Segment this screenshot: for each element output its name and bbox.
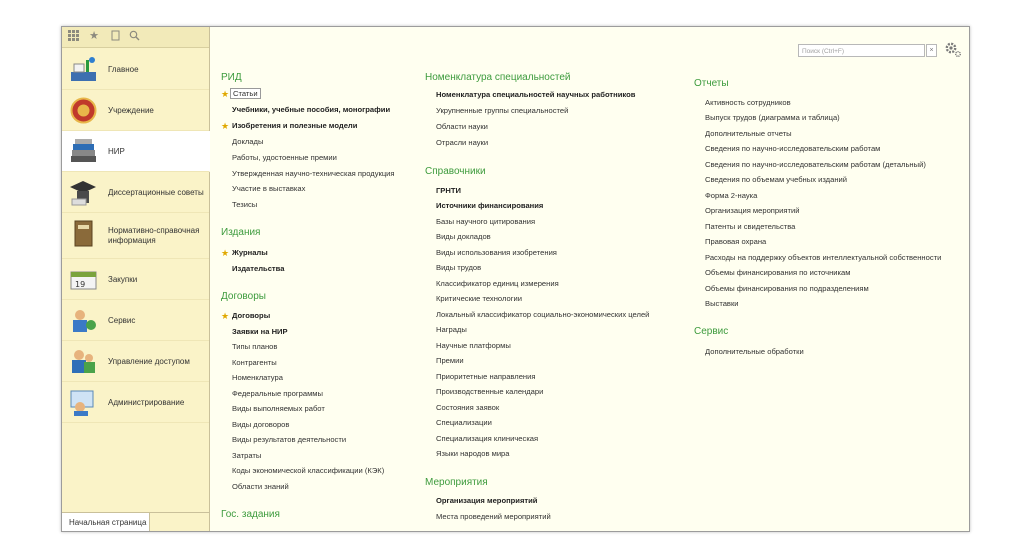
favorite-star-icon: ★ [221, 89, 230, 99]
gear-icon[interactable] [944, 41, 962, 59]
link-additional-processing[interactable]: Дополнительные обработки [705, 347, 804, 356]
sidebar-item-label: Учреждение [108, 105, 154, 115]
graduate-icon [68, 177, 99, 208]
link-exhibitions-report[interactable]: Выставки [705, 299, 739, 308]
link-works-output[interactable]: Выпуск трудов (диаграмма и таблица) [705, 113, 840, 122]
link-funding-sources[interactable]: Источники финансирования [436, 201, 544, 210]
main-panel [210, 27, 969, 531]
link-citation-bases[interactable]: Базы научного цитирования [436, 217, 536, 226]
link-work-types[interactable]: Виды выполняемых работ [232, 404, 325, 413]
link-invention-use[interactable]: Виды использования изобретения [436, 248, 557, 257]
link-kek-codes[interactable]: Коды экономической классификации (КЭК) [232, 466, 385, 475]
link-report-types[interactable]: Виды докладов [436, 232, 491, 241]
sidebar-item-access[interactable] [62, 341, 209, 382]
link-languages[interactable]: Языки народов мира [436, 449, 510, 458]
link-reports[interactable]: Доклады [232, 137, 264, 146]
reference-book-icon [68, 218, 99, 249]
sidebar-item-reference[interactable] [62, 213, 209, 259]
link-textbooks[interactable]: Учебники, учебные пособия, монографии [232, 105, 391, 114]
section-title-dogovory: Договоры [221, 291, 266, 302]
link-federal-programs[interactable]: Федеральные программы [232, 389, 323, 398]
link-knowledge-areas[interactable]: Области знаний [232, 482, 289, 491]
search-input[interactable]: Поиск (Ctrl+F) [798, 44, 925, 57]
link-clinical-specialization[interactable]: Специализация клиническая [436, 434, 539, 443]
calendar-icon [68, 264, 99, 295]
link-journals[interactable]: Журналы [232, 248, 268, 257]
link-event-venues[interactable]: Места проведений мероприятий [436, 512, 551, 521]
link-events-report[interactable]: Организация мероприятий [705, 206, 800, 215]
link-awarded-works[interactable]: Работы, удостоенные премии [232, 153, 337, 162]
admin-icon [68, 387, 99, 418]
desk-icon [68, 54, 99, 85]
link-counterparties[interactable]: Контрагенты [232, 358, 277, 367]
sidebar-item-label: Диссертационные советы [108, 187, 204, 197]
link-event-organization[interactable]: Организация мероприятий [436, 496, 538, 505]
favorite-star-icon: ★ [221, 311, 230, 321]
sidebar-toolbar [62, 27, 209, 48]
clear-search-button[interactable]: × [926, 44, 937, 57]
link-contracts[interactable]: Договоры [232, 311, 271, 320]
star-icon[interactable]: ★ [89, 30, 99, 42]
link-research-info[interactable]: Сведения по научно-исследовательским работам [705, 144, 881, 153]
sidebar-item-label: НИР [108, 146, 125, 156]
link-specializations[interactable]: Специализации [436, 418, 492, 427]
emblem-icon [68, 95, 99, 126]
users-icon [68, 346, 99, 377]
link-plan-types[interactable]: Типы планов [232, 342, 278, 351]
link-science-branches[interactable]: Отрасли науки [436, 138, 489, 147]
link-priority-directions[interactable]: Приоритетные направления [436, 372, 536, 381]
link-publishers[interactable]: Издательства [232, 264, 285, 273]
link-inventions[interactable]: Изобретения и полезные модели [232, 121, 358, 130]
section-title-gos: Гос. задания [221, 509, 280, 520]
link-exhibitions[interactable]: Участие в выставках [232, 184, 306, 193]
sidebar-item-admin[interactable] [62, 382, 209, 423]
sidebar-item-institution[interactable] [62, 90, 209, 131]
favorite-star-icon: ★ [221, 248, 230, 258]
link-edition-volumes[interactable]: Сведения по объемам учебных изданий [705, 175, 847, 184]
books-icon [68, 136, 99, 167]
sidebar-item-label: Главное [108, 64, 139, 74]
link-theses[interactable]: Тезисы [232, 200, 258, 209]
section-title-izdaniya: Издания [221, 227, 261, 238]
link-additional-reports[interactable]: Дополнительные отчеты [705, 129, 792, 138]
link-result-types[interactable]: Виды результатов деятельности [232, 435, 347, 444]
section-title-spravochniki: Справочники [425, 166, 486, 177]
link-patents[interactable]: Патенты и свидетельства [705, 222, 796, 231]
link-costs[interactable]: Затраты [232, 451, 262, 460]
section-title-otchety: Отчеты [694, 78, 729, 89]
link-form-2-nauka[interactable]: Форма 2-наука [705, 191, 758, 200]
link-legal-protection[interactable]: Правовая охрана [705, 237, 767, 246]
link-employee-activity[interactable]: Активность сотрудников [705, 98, 791, 107]
app-window [61, 26, 970, 532]
link-articles[interactable]: Статьи [230, 89, 261, 99]
link-specialty-groups[interactable]: Укрупненные группы специальностей [436, 106, 569, 115]
search-icon[interactable] [128, 30, 140, 43]
link-awards[interactable]: Награды [436, 325, 467, 334]
section-title-nomenklatura: Номенклатура специальностей [425, 72, 571, 83]
sidebar-item-label: Управление доступом [108, 356, 190, 366]
favorite-star-icon: ★ [221, 121, 230, 131]
link-specialties[interactable]: Номенклатура специальностей научных работников [436, 90, 636, 99]
history-icon[interactable] [109, 30, 121, 43]
sidebar [62, 27, 210, 531]
link-critical-tech[interactable]: Критические технологии [436, 294, 522, 303]
section-title-meropriyatiya: Мероприятия [425, 477, 488, 488]
link-grnti[interactable]: ГРНТИ [436, 186, 461, 195]
sidebar-item-councils[interactable] [62, 172, 209, 213]
home-page-tab[interactable]: Начальная страница [62, 513, 150, 532]
service-icon [68, 305, 99, 336]
sidebar-item-label: Нормативно-справочная информация [108, 226, 200, 245]
section-title-servis: Сервис [694, 326, 729, 337]
sidebar-item-purchases[interactable] [62, 259, 209, 300]
link-units-classifier[interactable]: Классификатор единиц измерения [436, 279, 559, 288]
sidebar-item-service[interactable] [62, 300, 209, 341]
link-research-info-detailed[interactable]: Сведения по научно-исследовательским работам (детальный) [705, 160, 926, 169]
sidebar-item-label: Администрирование [108, 397, 185, 407]
link-calendars[interactable]: Производственные календари [436, 387, 544, 396]
sidebar-item-nir[interactable] [62, 131, 210, 172]
grid-icon[interactable] [67, 30, 79, 43]
section-title-rid: РИД [221, 72, 242, 83]
link-science-platforms[interactable]: Научные платформы [436, 341, 511, 350]
link-funding-by-source[interactable]: Объемы финансирования по источникам [705, 268, 851, 277]
sidebar-item-label: Закупки [108, 274, 138, 284]
sidebar-item-main[interactable] [62, 49, 209, 90]
link-nomenclature[interactable]: Номенклатура [232, 373, 283, 382]
link-prizes[interactable]: Премии [436, 356, 464, 365]
link-nir-requests[interactable]: Заявки на НИР [232, 327, 288, 336]
link-request-states[interactable]: Состояния заявок [436, 403, 500, 412]
link-work-kinds[interactable]: Виды трудов [436, 263, 482, 272]
sidebar-bottom [62, 512, 209, 532]
link-approved-products[interactable]: Утвержденная научно-техническая продукция [232, 169, 395, 178]
link-science-areas[interactable]: Области науки [436, 122, 488, 131]
link-contract-types[interactable]: Виды договоров [232, 420, 290, 429]
svg-text:19: 19 [75, 280, 86, 289]
sidebar-item-label: Сервис [108, 315, 136, 325]
link-ip-expenses[interactable]: Расходы на поддержку объектов интеллектуальной собственности [705, 253, 942, 262]
link-local-classifier[interactable]: Локальный классификатор социально-экономических целей [436, 310, 650, 319]
link-funding-by-department[interactable]: Объемы финансирования по подразделениям [705, 284, 869, 293]
